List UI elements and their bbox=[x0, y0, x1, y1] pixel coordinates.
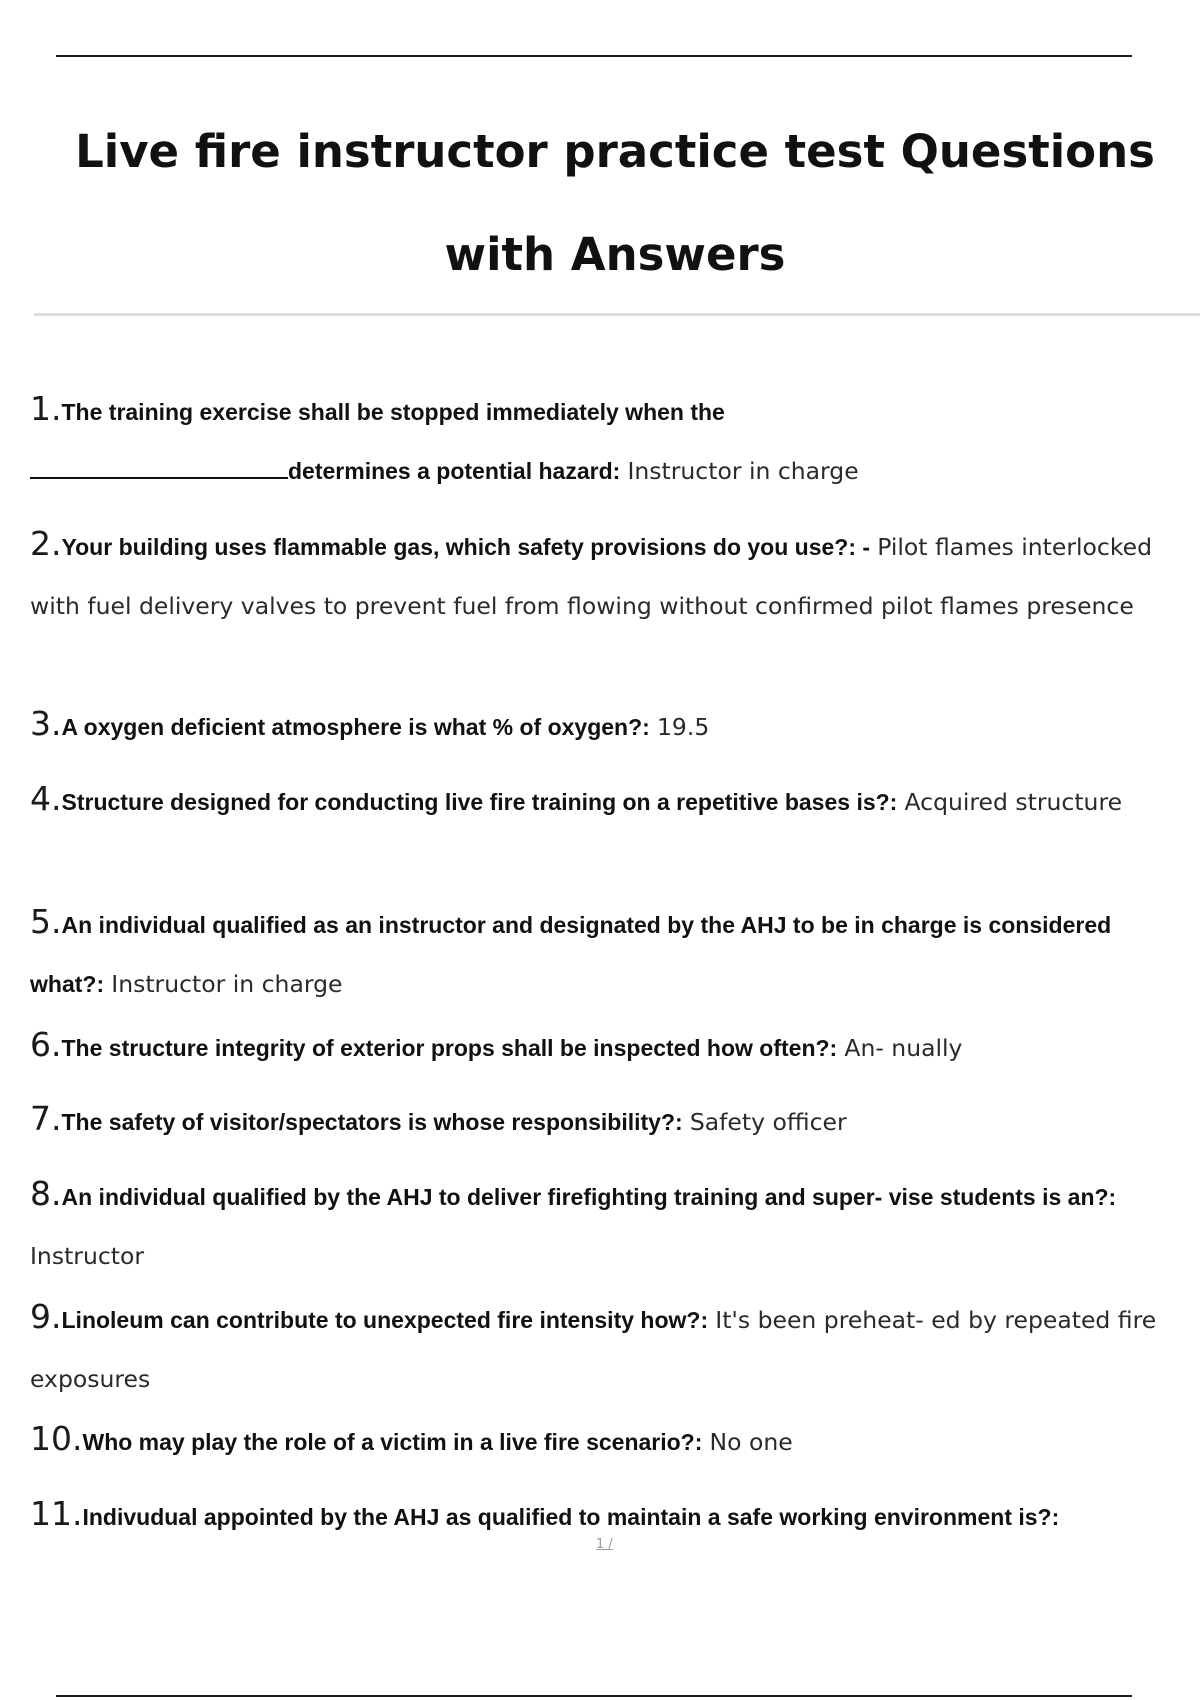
bottom-rule bbox=[56, 1695, 1132, 1697]
question-text: Indivudual appointed by the AHJ as qualified to maintain a safe working environment is?: bbox=[82, 1504, 1060, 1530]
question-text: An individual qualified as an instructor and designated by the AHJ to be in charge is considered what?: bbox=[30, 912, 1112, 997]
answer-text: Acquired structure bbox=[904, 788, 1123, 816]
qa-item-9 bbox=[30, 1288, 1190, 1409]
question-text-continued: determines a potential hazard: bbox=[288, 458, 621, 484]
item-number: 9. bbox=[30, 1297, 62, 1336]
qa-item-7 bbox=[30, 1090, 1190, 1152]
answer-text: 19.5 bbox=[656, 713, 710, 741]
qa-item-4 bbox=[30, 770, 1190, 832]
answer-text: Instructor bbox=[30, 1242, 145, 1270]
item-number: 5. bbox=[30, 902, 62, 941]
qa-item-10 bbox=[30, 1410, 1190, 1472]
item-number: 2. bbox=[30, 524, 62, 563]
question-text: Who may play the role of a victim in a live fire scenario?: bbox=[82, 1429, 703, 1455]
answer-text: It's been preheat- ed by repeated fire exposures bbox=[30, 1306, 1157, 1393]
item-number: 1. bbox=[30, 389, 62, 428]
item-number: 4. bbox=[30, 779, 62, 818]
qa-item-6 bbox=[30, 1016, 1190, 1078]
qa-item-1 bbox=[30, 380, 1190, 501]
title-divider bbox=[34, 313, 1200, 316]
question-text: The training exercise shall be stopped immediately when the bbox=[61, 399, 725, 425]
question-text: Your building uses flammable gas, which safety provisions do you use?: - bbox=[61, 534, 871, 560]
question-text: Linoleum can contribute to unexpected fire intensity how?: bbox=[61, 1307, 709, 1333]
item-number: 8. bbox=[30, 1174, 62, 1213]
question-text: The structure integrity of exterior props shall be inspected how often?: bbox=[61, 1035, 838, 1061]
answer-text: Safety officer bbox=[689, 1108, 847, 1136]
item-number: 10. bbox=[30, 1419, 83, 1458]
answer-text: Instructor in charge bbox=[627, 457, 859, 485]
item-number: 3. bbox=[30, 704, 62, 743]
question-text: An individual qualified by the AHJ to deliver firefighting training and super- vise students is an?: bbox=[61, 1184, 1117, 1210]
qa-item-2 bbox=[30, 515, 1190, 636]
question-text: A oxygen deficient atmosphere is what % of oxygen?: bbox=[61, 714, 650, 740]
top-rule bbox=[56, 55, 1132, 57]
answer-text: Instructor in charge bbox=[111, 970, 343, 998]
page-number: 1 / bbox=[596, 1537, 613, 1552]
document-title: Live fire instructor practice test Questions with Answers bbox=[75, 125, 1155, 281]
item-number: 6. bbox=[30, 1025, 62, 1064]
qa-item-3 bbox=[30, 695, 1190, 757]
answer-text: An- nually bbox=[844, 1034, 963, 1062]
qa-item-8 bbox=[30, 1165, 1190, 1286]
qa-item-5 bbox=[30, 893, 1190, 1014]
item-number: 11. bbox=[30, 1494, 83, 1533]
question-text: The safety of visitor/spectators is whose responsibility?: bbox=[61, 1109, 683, 1135]
answer-text: Pilot flames interlocked with fuel delivery valves to prevent fuel from flowing without confirmed pilot flames presence bbox=[30, 533, 1152, 620]
question-text: Structure designed for conducting live fire training on a repetitive bases is?: bbox=[61, 789, 898, 815]
answer-text: No one bbox=[709, 1428, 793, 1456]
fill-in-blank bbox=[30, 455, 288, 479]
item-number: 7. bbox=[30, 1099, 62, 1138]
